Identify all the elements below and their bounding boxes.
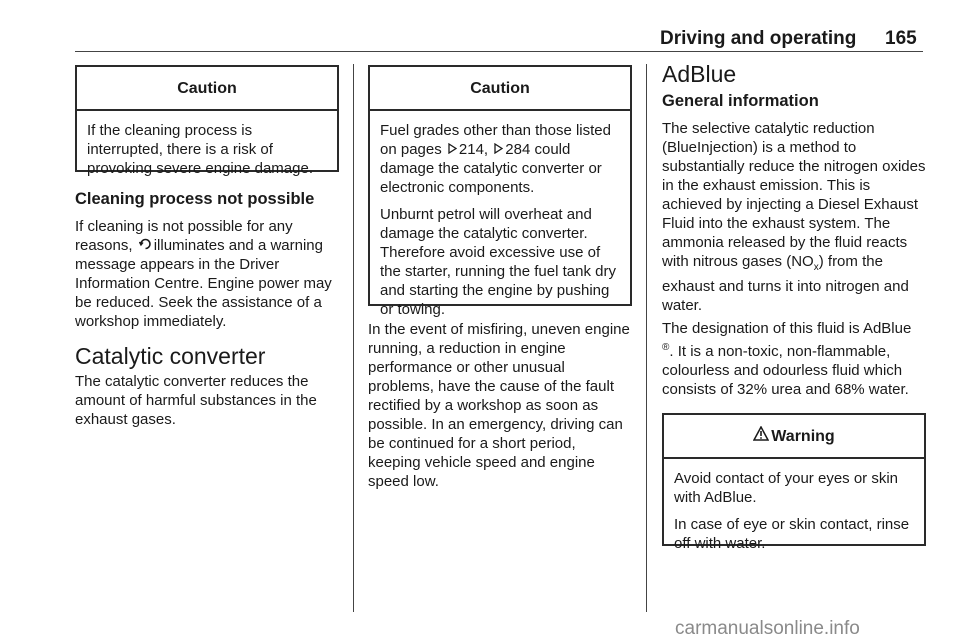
warning-box-heading: Warning — [664, 415, 924, 459]
general-paragraph: The selective catalytic reduction (BlueInjection) is a method to substantially reduce the nitrogen oxides in the exhaust emission. This is achieved by injecting a Diesel Exhaust Fluid into the exhaust system. The ammonia released by the fluid reacts with nitrous gases $(NO_x)$ from the exhaust and turns it into nitrogen and water. — [662, 120, 926, 314]
column-divider-right — [646, 64, 647, 612]
header-divider — [75, 51, 923, 52]
caution-box-heading: Caution — [370, 67, 630, 111]
section-heading-cleaning: Cleaning process not possible — [75, 190, 315, 208]
warning-box-text: In case of eye or skin contact, rinse off with water. — [674, 516, 910, 552]
catalytic-paragraph: The catalytic converter reduces the amount of harmful substances in the exhaust gases. — [75, 373, 317, 428]
column-left — [75, 65, 339, 429]
caution-box-text: Unburnt petrol will overheat and damage the catalytic converter. Therefore avoid excessive use of the starter, running the fuel tank dry and starting the engine by pushing or towing. — [380, 206, 616, 318]
warning-triangle-icon — [753, 426, 769, 446]
cleaning-paragraph: If cleaning is not possible for any reasons, illuminates and a warning message appears in the Driver Information Centre. Engine power may be reduced. Seek the assistance of a workshop immediately. — [75, 218, 332, 330]
section-heading-catalytic: Catalytic converter — [75, 343, 266, 369]
page-number: 165 — [885, 28, 917, 49]
caution-box — [75, 65, 339, 177]
filter-cleaning-icon — [139, 236, 152, 255]
section-heading-adblue: AdBlue — [662, 61, 737, 87]
caution-box-heading: Caution — [77, 67, 337, 111]
warning-box-text: Avoid contact of your eyes or skin with AdBlue. — [674, 470, 899, 506]
subheading-general-information: General information — [662, 92, 819, 110]
page-section-title: Driving and operating — [660, 28, 857, 49]
page-reference-triangle-icon — [448, 140, 457, 159]
column-right — [662, 61, 926, 552]
page-reference-triangle-icon — [494, 140, 503, 159]
warning-box — [662, 413, 926, 552]
caution-box-text: If the cleaning process is interrupted, there is a risk of provoking severe engine damage. — [87, 122, 313, 177]
page-reference-link[interactable]: 214, — [458, 141, 489, 158]
misfire-paragraph: In the event of misfiring, uneven engine running, a reduction in engine performance or other unusual problems, have the cause of the fault rectified by a workshop as soon as possible. In an emergency, driving can be continued for a short period, keeping vehicle speed and engine speed low. — [368, 321, 630, 490]
caution-box-text: Fuel grades other than those listed on pages 214, 284 could damage the catalytic converter or electronic components. — [380, 122, 611, 196]
designation-paragraph: The designation of this fluid is AdBlue ®. It is a non-toxic, non-flammable, colourless and odourless fluid which consists of 32% urea and 68% water. — [662, 320, 912, 398]
column-middle — [368, 65, 632, 491]
column-divider-left — [353, 64, 354, 612]
watermark: carmanualsonline.info — [675, 618, 860, 639]
caution-box — [368, 65, 632, 318]
